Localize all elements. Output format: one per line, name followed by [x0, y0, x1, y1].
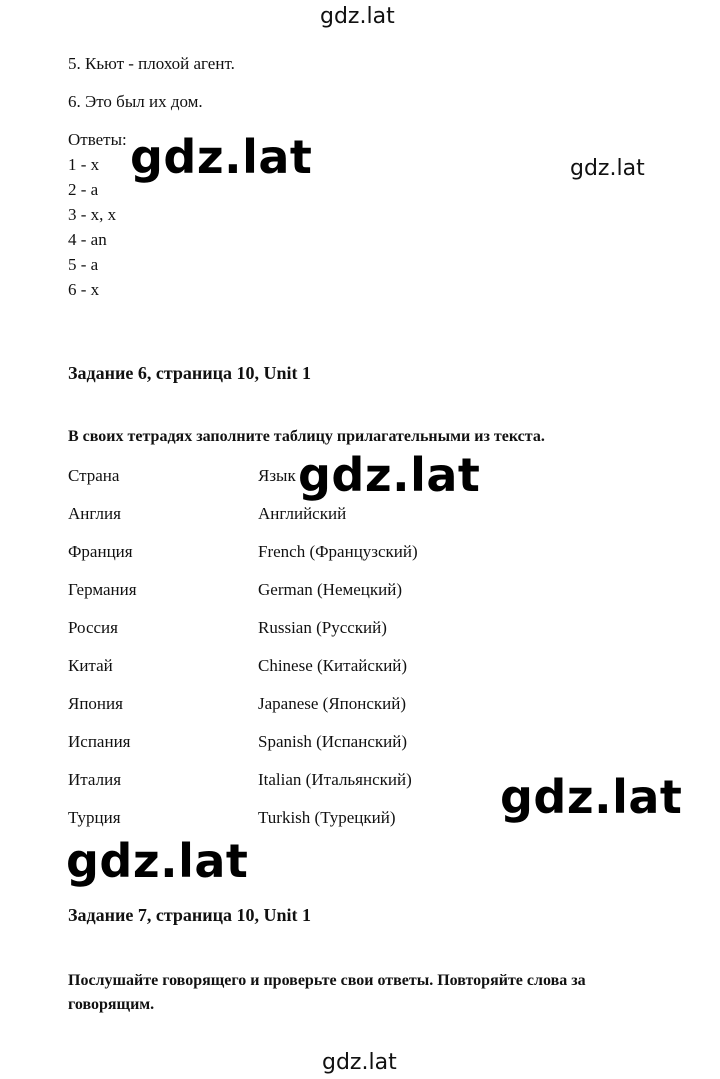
answer-item: 4 - an [68, 230, 107, 249]
watermark-large: gdz.lat [298, 448, 481, 502]
task7-title: Задание 7, страница 10, Unit 1 [68, 905, 312, 925]
sentence-6: 6. Это был их дом. [68, 92, 203, 111]
table-cell-language: Turkish (Турецкий) [258, 808, 396, 827]
table-cell-language: Английский [258, 504, 347, 523]
table-cell-language: Japanese (Японский) [258, 694, 407, 713]
table-cell-language: Russian (Русский) [258, 618, 387, 637]
table-cell-country: Япония [68, 694, 123, 713]
table-cell-language: Chinese (Китайский) [258, 656, 408, 675]
table-cell-country: Россия [68, 618, 118, 637]
table-cell-country: Франция [68, 542, 133, 561]
table-cell-country: Италия [68, 770, 122, 789]
watermark-large: gdz.lat [66, 834, 249, 888]
watermark-top: gdz.lat [320, 4, 395, 29]
watermark-bottom: gdz.lat [322, 1050, 397, 1075]
table-cell-language: Italian (Итальянский) [258, 770, 412, 789]
table-cell-language: French (Французский) [258, 542, 418, 561]
answer-item: 6 - x [68, 280, 100, 299]
answer-item: 2 - a [68, 180, 99, 199]
table-cell-country: Англия [68, 504, 121, 523]
task7-instruction-line2: говорящим. [68, 996, 155, 1013]
table-cell-country: Германия [68, 580, 137, 599]
table-cell-country: Китай [68, 656, 113, 675]
answers-heading: Ответы: [68, 130, 127, 149]
task6-title: Задание 6, страница 10, Unit 1 [68, 363, 312, 383]
table-cell-country: Испания [68, 732, 131, 751]
task7-instruction-line1: Послушайте говорящего и проверьте свои ответы. Повторяйте слова за [68, 972, 586, 989]
table-cell-country: Турция [68, 808, 121, 827]
table-header-country: Страна [68, 466, 120, 485]
answer-item: 1 - x [68, 155, 100, 174]
watermark-small: gdz.lat [570, 156, 645, 181]
answer-item: 5 - a [68, 255, 99, 274]
answer-item: 3 - x, x [68, 205, 117, 224]
table-cell-language: Spanish (Испанский) [258, 732, 407, 751]
task6-instruction: В своих тетрадях заполните таблицу прилагательными из текста. [68, 428, 545, 445]
table-cell-language: German (Немецкий) [258, 580, 403, 599]
table-header-language: Язык [258, 466, 296, 485]
watermark-large: gdz.lat [130, 130, 313, 184]
watermark-large: gdz.lat [500, 770, 683, 824]
sentence-5: 5. Кьют - плохой агент. [68, 54, 235, 73]
